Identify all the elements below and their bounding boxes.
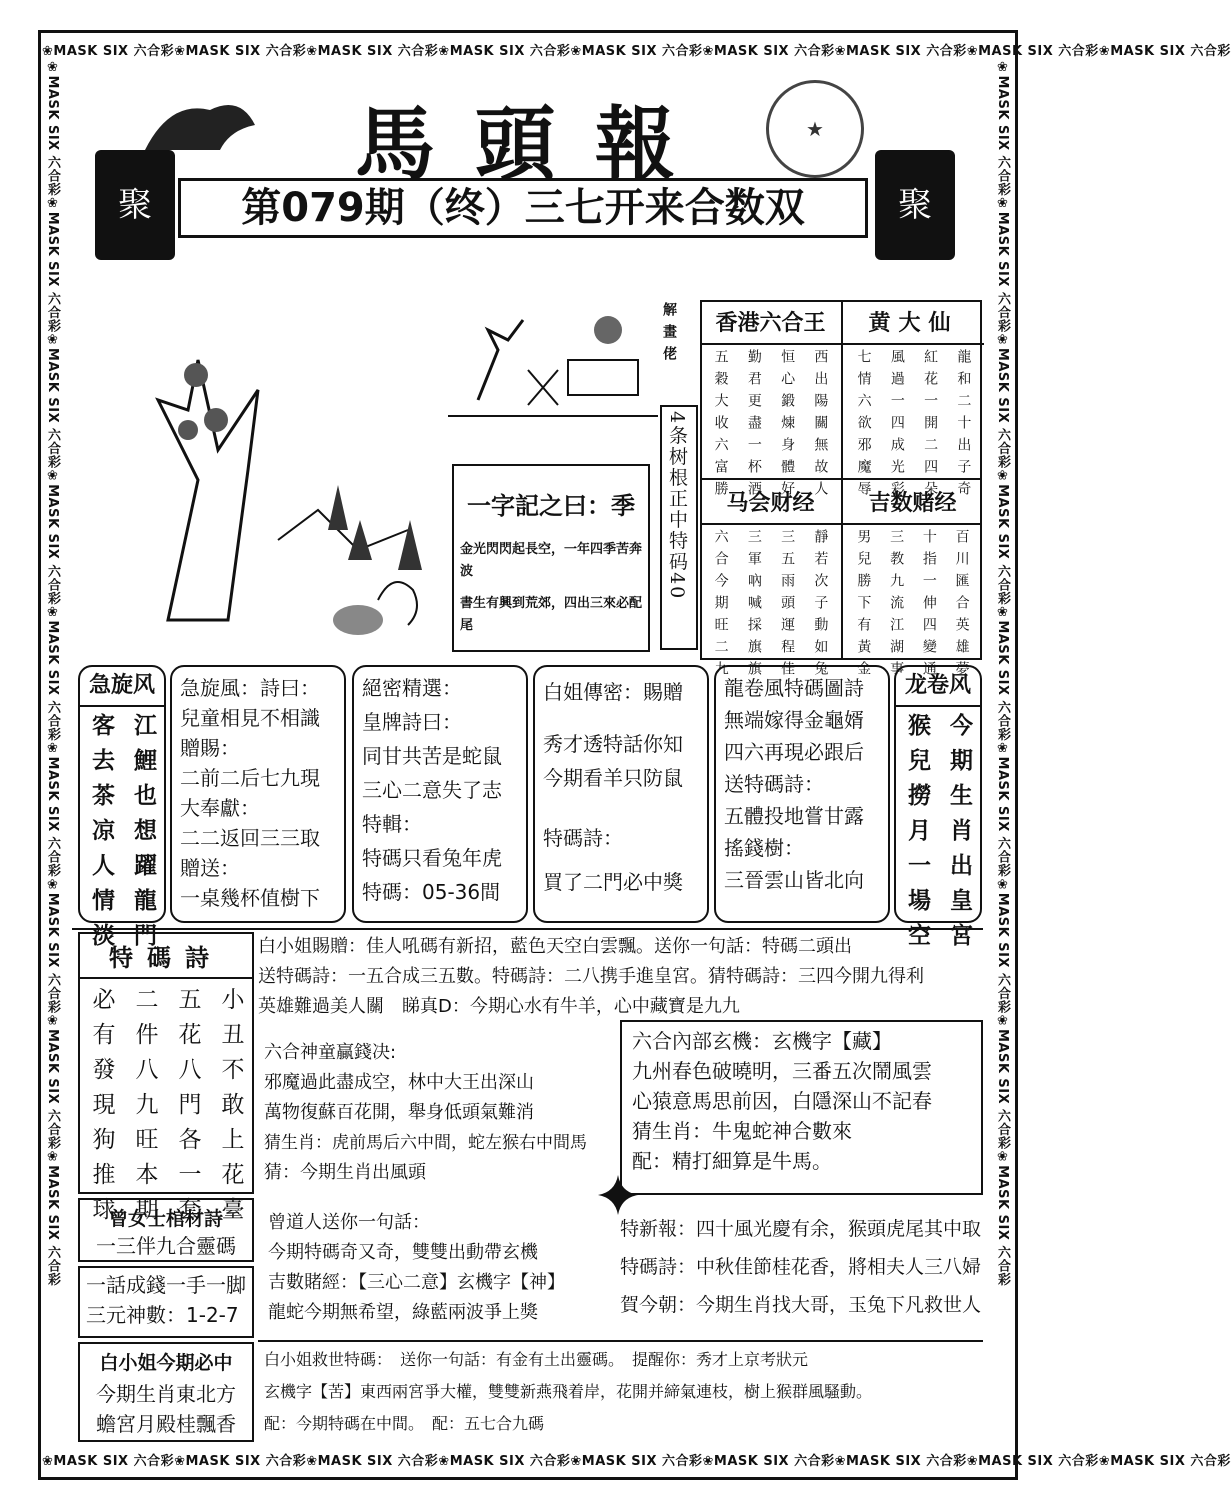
whirlwind-left-box: 急旋风 江鯉也想躍龍門 客去茶凉人情淡 xyxy=(78,665,166,923)
bottom-divider xyxy=(258,1340,983,1342)
ms-zeng-box-2: 一話成錢一手一脚 三元神數：1-2-7 xyxy=(78,1266,254,1338)
taoist-words: 曾道人送你一句話： 今期特碼奇又奇，雙雙出動帶玄機 吉數賭經：【三心二意】玄機字【神】 龍蛇今期無希望，綠藍兩波爭上獎 xyxy=(268,1212,565,1323)
tree-illustration xyxy=(78,300,438,650)
border-text-right: ❀MASK SIX 六合彩❀MASK SIX 六合彩❀MASK SIX 六合彩❀MASK SIX 六合彩❀MASK SIX 六合彩❀MASK SIX 六合彩❀MASK SIX 六合彩❀MASK SIX 六合彩❀MASK SIX 六合彩 xyxy=(995,60,1010,1286)
special-poem-box: 特碼詩 小丑不敢上花臺 五花八門各一套 二件八九旺本期 必有發現狗推球 xyxy=(78,932,254,1194)
secret-pick-box: 絕密精選： 皇牌詩曰： 同甘共苦是蛇鼠 三心二意失了志 特輯： 特碼只看兔年虎 特碼：05-36間 xyxy=(352,665,528,923)
child-money: 六合神童贏錢决: 邪魔過此盡成空，林中大王出深山 萬物復蘇百花開，舉身低頭氣難消 猜生肖：虎前馬后六中間，蛇左猴右中間馬 猜：今期生肖出風頭 xyxy=(264,1042,587,1183)
news-right: 特新報：四十風光慶有余，猴頭虎尾其中取 特碼詩：中秋佳節桂花香，將相夫人三八婦 賀今朝：今期生肖找大哥，玉兔下凡救世人 xyxy=(620,1218,982,1316)
puzzle-clue: 4条树根正中特码40 xyxy=(660,405,698,650)
gambling-classic: 吉数赌经 百川匯合英雄夢 十指一伸四變通 三教九流江湖事 男兒勝下有黃金 xyxy=(841,478,982,660)
issue-banner: 第079期（终）三七开来合数双 xyxy=(178,178,868,238)
border-text-top: ❀MASK SIX 六合彩❀MASK SIX 六合彩❀MASK SIX 六合彩❀MASK SIX 六合彩❀MASK SIX 六合彩❀MASK SIX 六合彩❀MASK SIX 六合彩❀MASK SIX 六合彩❀MASK SIX 六合彩 xyxy=(42,44,1231,59)
border-text-bottom: ❀MASK SIX 六合彩❀MASK SIX 六合彩❀MASK SIX 六合彩❀MASK SIX 六合彩❀MASK SIX 六合彩❀MASK SIX 六合彩❀MASK SIX 六合彩❀MASK SIX 六合彩❀MASK SIX 六合彩 xyxy=(42,1454,1231,1469)
miss-bai-box: 白姐傳密：賜贈 秀才透特話你知 今期看羊只防鼠 特碼詩： 買了二門必中獎 xyxy=(533,665,709,923)
masthead-title: 馬頭報 xyxy=(355,97,715,191)
hk-king: 香港六合王 西出陽關無故人 恒心鍛煉身體好 勤君更盡一杯酒 五穀大收六富勝 xyxy=(700,300,841,507)
bottom-lines: 白小姐救世特碼： 送你一句話：有金有土出靈碼。 提醒你：秀才上京考狀元 玄機字【苦】東西兩宮爭大權，雙雙新燕飛着岸，花開并締氣連枝，樹上猴群風騷動。 配：今期特碼在中間。 配：五七合九碼 xyxy=(264,1350,873,1433)
whirlwind-poem-box: 急旋風：詩曰： 兒童相見不相識 贈賜： 二前二后七九現 大奉獻： 二二返回三三取 贈送： 一桌幾杯值樹下 xyxy=(170,665,346,923)
one-char-line1: 金光閃閃起長空，一年四季苦奔波 xyxy=(460,542,643,579)
miss-bai-gift: 白小姐賜贈：佳人吼碼有新招，藍色天空白雲飄。送你一句話：特碼二頭出 送特碼詩：一五合成三五數。特碼詩：二八携手進皇宮。猜特碼詩：三四今開九得利 英雄難過美人關 睇真D：今期心水有牛羊，心中藏寶是九九 xyxy=(258,936,924,1017)
one-char-line2: 書生有興到荒郊，四出三來必配尾 xyxy=(460,596,643,633)
huang-daxian: 黄大仙 龍和二十出子奇 紅花一開二四朵 風過一四成光彩 七情六欲邪魔辱 xyxy=(841,300,984,480)
inside-secret-box: 六合內部玄機：玄機字【藏】 九州春色破曉明，三番五次鬧風雲 心猿意馬思前因，白隱深山不記春 猜生肖：牛鬼蛇神合數來 配：精打細算是牛馬。 xyxy=(620,1020,983,1195)
lower-divider xyxy=(72,928,983,930)
border-text-left: ❀MASK SIX 六合彩❀MASK SIX 六合彩❀MASK SIX 六合彩❀MASK SIX 六合彩❀MASK SIX 六合彩❀MASK SIX 六合彩❀MASK SIX 六合彩❀MASK SIX 六合彩❀MASK SIX 六合彩 xyxy=(45,60,60,1286)
flag-right: 聚 xyxy=(875,150,955,260)
tornado-right-box: 龙卷风 今期生肖出皇宮 猴兒撈月一場空 xyxy=(894,665,982,923)
star-icon: ★ xyxy=(806,117,824,141)
official-seal xyxy=(766,80,864,178)
miss-bai-must-box: 白小姐今期必中 今期生肖東北方 蟾宮月殿桂飄香 xyxy=(78,1342,254,1442)
ms-zeng-box: 曾女士棺材詩 一三伴九合靈碼 xyxy=(78,1198,254,1262)
one-char-title: 一字記之曰：季 xyxy=(467,491,635,520)
horse-finance: 马会财经 靜若次子動如兔 三五雨頭運程佳 三軍吶喊採旗旗 六合今期旺二九 xyxy=(700,478,841,687)
tornado-poem-box: 龍卷風特碼圖詩 無端嫁得金龜婿 四六再現必跟后 送特碼詩： 五體投地嘗甘露 搖錢樹： 三晉雲山皆北向 xyxy=(714,665,890,923)
puzzle-label: 解畫佬 xyxy=(661,302,677,368)
flag-left: 聚 xyxy=(95,150,175,260)
puzzle-picture xyxy=(448,300,658,417)
one-char-box xyxy=(452,464,650,652)
